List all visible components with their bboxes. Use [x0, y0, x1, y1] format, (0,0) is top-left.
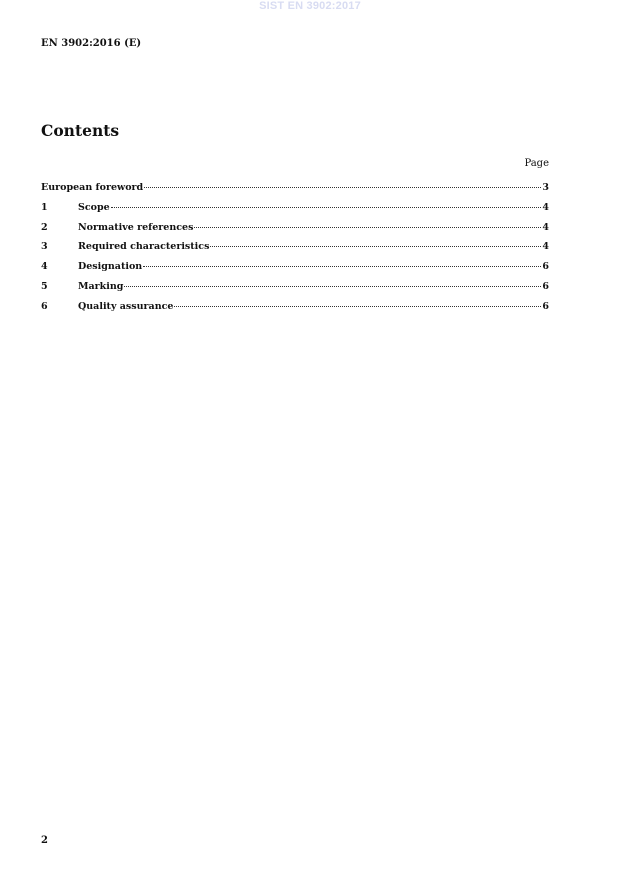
page-column-heading: Page	[524, 158, 549, 169]
toc-entry-title: Scope	[78, 201, 110, 213]
toc-entry-marking[interactable]	[41, 281, 549, 301]
contents-heading: Contents	[41, 121, 120, 140]
toc-entry-european-foreword[interactable]	[41, 182, 549, 202]
toc-entry-page: 3	[542, 182, 549, 193]
toc-entry-number: 1	[41, 201, 48, 213]
toc-entry-page: 6	[542, 300, 549, 312]
toc-entry-page: 4	[542, 241, 549, 253]
toc-entry-number: 6	[41, 300, 48, 312]
toc-entry-title: Designation	[78, 261, 143, 273]
page-number: 2	[41, 835, 48, 846]
toc-entry-number: 3	[41, 241, 48, 253]
toc-entry-title: European foreword	[41, 182, 144, 193]
toc-dot-leader	[174, 306, 541, 307]
toc-dot-leader	[124, 286, 541, 287]
toc-entry-title: Marking	[78, 280, 124, 292]
toc-entry-page: 6	[542, 280, 549, 292]
toc-entry-number: 4	[41, 261, 48, 273]
toc-entry-number: 5	[41, 280, 48, 292]
toc-entry-page: 4	[542, 221, 549, 233]
toc-entry-number: 2	[41, 221, 48, 233]
toc-entry-title: Normative references	[78, 221, 194, 233]
toc-dot-leader	[111, 207, 542, 208]
document-identifier: EN 3902:2016 (E)	[41, 38, 142, 49]
toc-dot-leader	[194, 227, 541, 228]
toc-dot-leader	[144, 187, 541, 188]
toc-entry-title: Required characteristics	[78, 241, 210, 253]
table-of-contents	[41, 182, 549, 321]
toc-entry-page: 4	[542, 201, 549, 213]
watermark-text: SIST EN 3902:2017	[259, 0, 361, 12]
toc-entry-quality-assurance[interactable]	[41, 301, 549, 321]
toc-dot-leader	[143, 266, 541, 267]
toc-entry-designation[interactable]	[41, 261, 549, 281]
toc-entry-scope[interactable]	[41, 202, 549, 222]
toc-entry-normative-references[interactable]	[41, 222, 549, 242]
toc-entry-page: 6	[542, 261, 549, 273]
toc-entry-title: Quality assurance	[78, 300, 174, 312]
toc-dot-leader	[210, 246, 541, 247]
toc-entry-required-characteristics[interactable]	[41, 241, 549, 261]
